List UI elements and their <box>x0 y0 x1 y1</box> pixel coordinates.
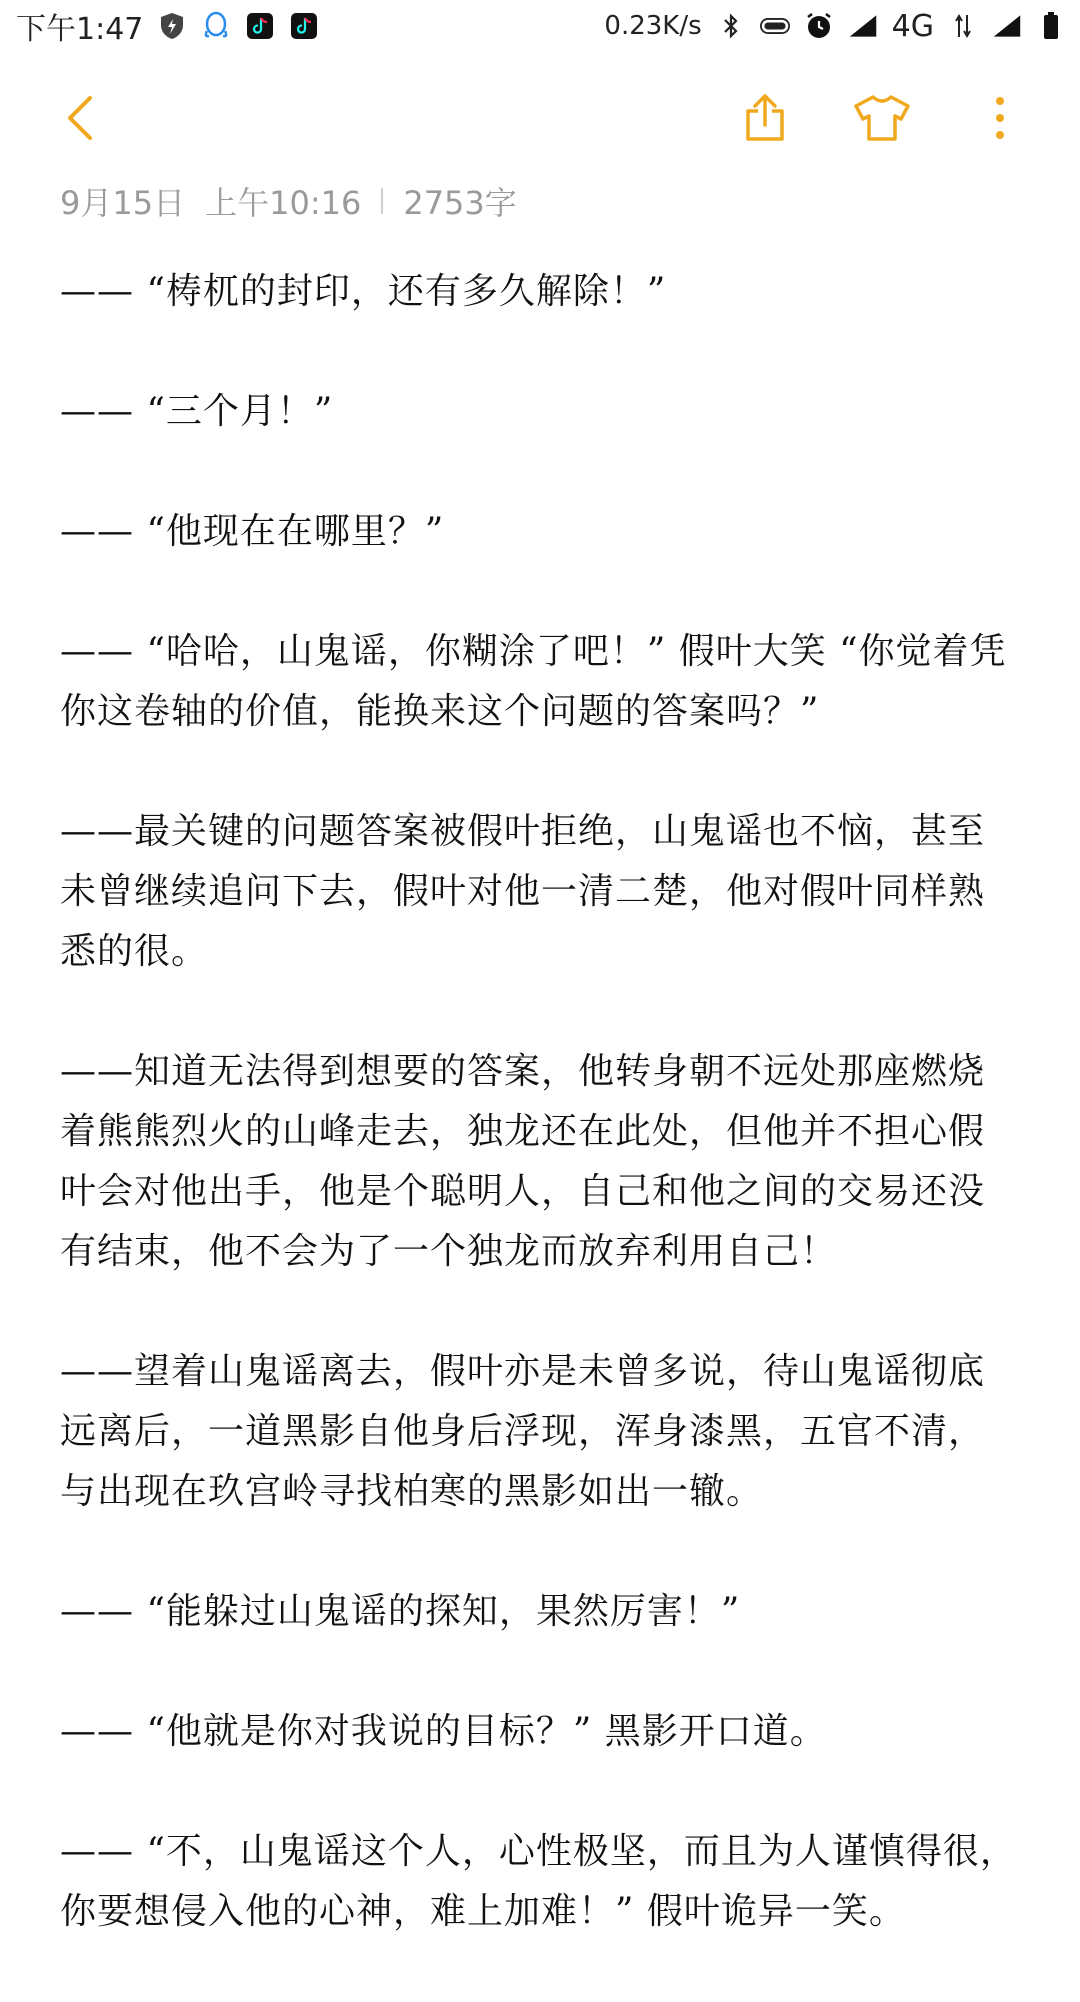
more-button[interactable] <box>960 80 1040 160</box>
share-button[interactable] <box>725 80 805 160</box>
alarm-icon <box>804 11 834 41</box>
note-paragraph: —— “他就是你对我说的目标？” 黑影开口道。 <box>60 1711 827 1752</box>
note-paragraph: —— “三个月！” <box>60 391 334 432</box>
word-count: 2753字 <box>403 184 517 222</box>
theme-button[interactable] <box>842 80 922 160</box>
network-speed: 0.23K/s <box>604 11 702 41</box>
battery-icon <box>1036 11 1066 41</box>
tiktok-icon <box>245 11 275 41</box>
back-icon <box>60 93 100 147</box>
note-paragraph: ——最关键的问题答案被假叶拒绝，山鬼谣也不恼，甚至未曾继续追问下去，假叶对他一清二楚，他对假叶同样熟悉的很。 <box>60 811 986 972</box>
share-icon <box>740 93 790 147</box>
note-meta <box>60 178 517 224</box>
data-arrows-icon <box>948 11 978 41</box>
note-paragraph: —— “能躲过山鬼谣的探知，果然厉害！” <box>60 1591 741 1632</box>
meta-divider <box>381 188 383 214</box>
signal-icon <box>848 11 878 41</box>
more-icon <box>994 96 1006 144</box>
tiktok-icon <box>289 11 319 41</box>
status-bar-right <box>604 9 1066 44</box>
note-paragraph: —— “不，山鬼谣这个人，心性极坚，而且为人谨慎得很，你要想侵入他的心神，难上加难！” 假叶诡异一笑。 <box>60 1831 1017 1932</box>
theme-shirt-icon <box>853 93 911 147</box>
back-button[interactable] <box>40 80 120 160</box>
status-time: 下午1:47 <box>16 12 144 47</box>
toggle-icon <box>760 11 790 41</box>
note-date: 9月15日 <box>60 184 186 222</box>
network-type: 4G <box>891 8 934 44</box>
note-paragraph: ——知道无法得到想要的答案，他转身朝不远处那座燃烧着熊熊烈火的山峰走去，独龙还在此处，但他并不担心假叶会对他出手，他是个聪明人，自己和他之间的交易还没有结束，他不会为了一个独龙而放弃利用自己！ <box>60 1051 986 1272</box>
shield-icon <box>157 11 187 41</box>
bluetooth-icon <box>716 11 746 41</box>
status-bar-left <box>16 4 319 48</box>
note-paragraph: —— “哈哈，山鬼谣，你糊涂了吧！” 假叶大笑 “你觉着凭你这卷轴的价值，能换来这个问题的答案吗？” <box>60 631 1007 732</box>
note-content[interactable] <box>60 262 1020 2002</box>
note-paragraph: ——望着山鬼谣离去，假叶亦是未曾多说，待山鬼谣彻底远离后，一道黑影自他身后浮现，浑身漆黑，五官不清，与出现在玖宫岭寻找柏寒的黑影如出一辙。 <box>60 1351 986 1512</box>
status-bar <box>0 0 1080 52</box>
qq-icon <box>201 11 231 41</box>
signal-icon <box>992 11 1022 41</box>
note-paragraph: —— “梼杌的封印，还有多久解除！” <box>60 271 667 312</box>
note-time: 上午10:16 <box>205 184 362 222</box>
note-paragraph: —— “他现在在哪里？” <box>60 511 445 552</box>
note-toolbar <box>0 80 1080 160</box>
